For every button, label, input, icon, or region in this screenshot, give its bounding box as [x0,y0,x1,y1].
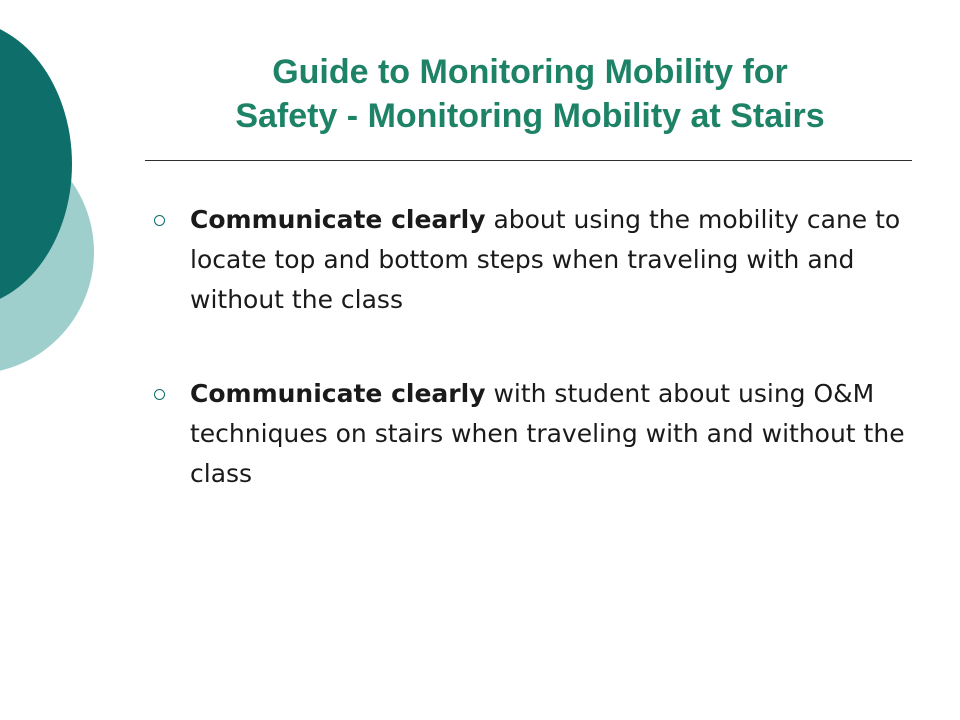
circle-bullet-icon [154,389,165,400]
bullet-item [148,200,928,320]
bullet-item [148,374,928,494]
bullet-list [148,200,928,494]
circle-bullet-icon [154,215,165,226]
bullet-text: with student about using O&M techniques on stairs when traveling with and without the class [190,379,905,488]
bullet-emphasis: Communicate clearly [190,205,486,234]
bullet-text: about using the mobility cane to locate top and bottom steps when traveling with and without the class [190,205,901,314]
slide-title [140,50,920,138]
bullet-emphasis: Communicate clearly [190,379,486,408]
title-line-1: Guide to Monitoring Mobility for [272,53,788,91]
title-line-2: Safety - Monitoring Mobility at Stairs [235,97,825,135]
title-divider [145,160,912,161]
